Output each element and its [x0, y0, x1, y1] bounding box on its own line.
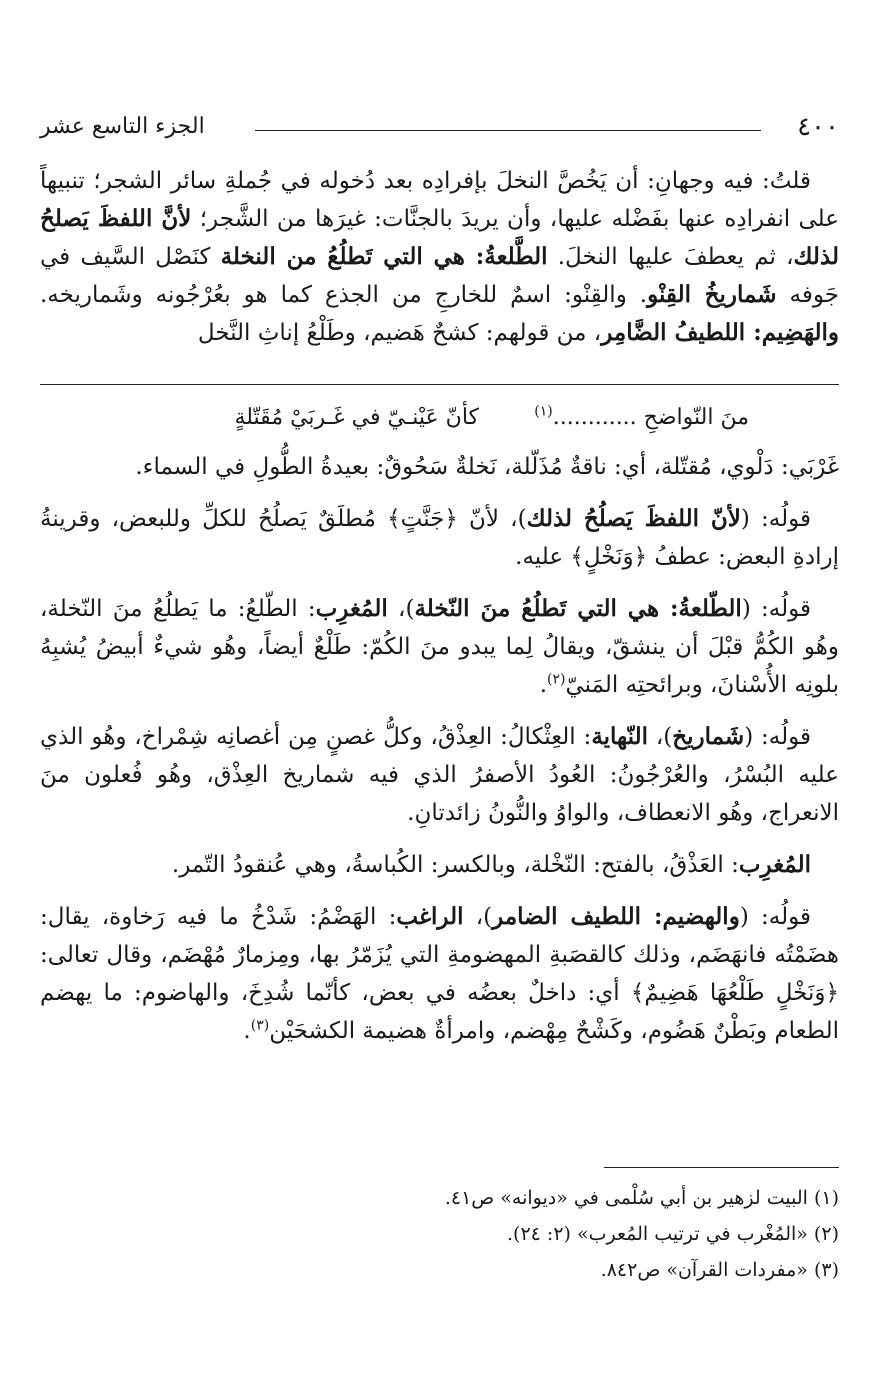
footnote-ref: (١)	[534, 403, 553, 420]
commentary-paragraph: غَرْبَي: دَلْوي، مُقتّلة، أي: ناقةٌ مُذَلّلة، نَخلةٌ سَحُوقٌ: بعيدةُ الطُّولِ في السماء.	[135, 454, 839, 480]
page-header	[40, 110, 839, 144]
text-run: قولُه: (	[739, 904, 811, 930]
verse-hemistich-2	[534, 398, 749, 438]
commentary-text	[40, 448, 839, 1064]
text-run: )، لأنّ ﴿جَنَّتٍ﴾ مُطلَقٌ يَصلُحُ للكلِّ وللبعض، وقرينةُ إرادةِ البعض: عطفُ ﴿وَنَخْلٍ﴾ عليه.	[40, 506, 839, 570]
bold-run: لأنّ اللفظَ يَصلُحُ لذلك	[526, 505, 741, 532]
text-run: : العِثْكالُ: العِذْقُ، وكلُّ غصنٍ مِن أغصانِه شِمْراخ، وهُو الذي عليه البُسْرُ، والعُرْجُونُ: العُودُ الأصفرُ الذي فيه شماريخ العِذْق، وهُو فُعلون منَ الانعراج، وهُو الانعطاف، والواوُ والنُّونُ زائدتانِ.	[40, 724, 839, 826]
bold-run: الطَّلعةُ: هي التي تَطلُعُ من النخلة	[220, 243, 548, 270]
main-text	[40, 162, 839, 352]
main-paragraph	[40, 162, 839, 352]
text-run: قولُه: (	[741, 596, 811, 622]
text-run: .	[539, 672, 547, 698]
verse-hemistich-1: كأنّ عَيْنـيّ في غَـربَيْ مُقَتّلةٍ	[234, 405, 479, 430]
bold-run: شَماريخُ القِنْو	[647, 281, 777, 308]
text-run: ، من قولهم: كشحٌ هَضيم، وطَلْعُ إناثِ النَّخل	[197, 320, 602, 346]
commentary-paragraph	[40, 846, 839, 884]
text-run: : العَذْقُ، بالفتح: النّخْلة، وبالكسر: الكُباسةُ، وهي عُنقودُ التّمر.	[171, 852, 739, 878]
text-run: منَ النّواضحِ ............	[552, 405, 749, 430]
footnote: (٣) «مفردات القرآن» ص٨٤٢.	[600, 1259, 839, 1281]
book-page	[40, 0, 839, 1395]
text-run: .	[243, 1018, 251, 1044]
page-number: ٤٠٠	[797, 112, 839, 142]
header-rule	[255, 130, 761, 131]
text-run: )،	[387, 596, 415, 622]
footnotes	[40, 1180, 839, 1288]
text-run: )،	[648, 724, 673, 750]
footnote-ref: (٣)	[250, 1017, 270, 1034]
text-run: : الهَضْمُ: شَدْخُ ما فيه رَخاوة، يقال: هضَمْتُه فانهَضَم، وذلك كالقصَبةِ المهضومةِ التي يُزَمّرُ بها، ومِزمارٌ مُهْضَم، وقال تعالى: ﴿وَنَخْلٍ طَلْعُهَا هَضِيمٌ﴾ أي: داخلٌ بعضُه في بعض، كأنّما شُدِخَ، والهاضوم: ما يهضم الطعام وبَطْنٌ هَضُوم، وكَشْحٌ مِهْضم، وامرأةٌ هضيمة الكشحَيْن	[40, 904, 839, 1044]
poetry-verse	[40, 398, 839, 438]
text-run: . والقِنْو: اسمٌ للخارجِ من الجذع كما هو بعُرْجُونه وشَماريخه.	[40, 282, 648, 308]
bold-run: النّهاية	[591, 723, 648, 750]
footnote: (١) البيت لزهير بن أبي سُلْمى في «ديوانه» ص٤١.	[444, 1187, 839, 1209]
text-run: قلتُ: فيه وجهانِ: أن يَخُصَّ النخلَ بإفرادِه بعد دُخوله في جُملةِ سائر الشجر؛ تنبيهاً على انفرادِه عنها بفَضْله عليها، وأن يريدَ بالجنَّات: غيرَها من الشَّجر؛	[40, 168, 839, 232]
commentary-paragraph	[40, 898, 839, 1050]
bold-run: والهَضِيم: اللطيفُ الضَّامِر	[601, 319, 839, 346]
text-run: : الطّلعُ: ما يَطلُعُ منَ النّخلة، وهُو الكُمُّ قبْلَ أن ينشقّ، ويقالُ لِما يبدو منَ الكُمّ: طَلْعٌ أيضاً، وهُو شيءٌ أبيضُ يُشبِهُ بلونِه الأُسْنانَ، وبرائحتِه المَنيّ	[40, 596, 839, 698]
text-run: )،	[463, 904, 493, 930]
commentary-paragraph	[40, 718, 839, 832]
text-run: قولُه: (	[744, 724, 811, 750]
bold-run: والهضيم: اللطيف الضامر	[492, 903, 740, 930]
bold-run: المُغرِب	[315, 595, 388, 622]
commentary-paragraph	[40, 500, 839, 576]
text-run: قولُه: (	[740, 506, 812, 532]
footnote-ref: (٢)	[547, 671, 566, 688]
text-run: كنَصْل السَّيف في جَوفه	[40, 244, 839, 308]
bold-run: شَماريخ	[672, 723, 745, 750]
footnote-rule	[604, 1167, 839, 1168]
bold-run: الطّلعةُ: هي التي تَطلُعُ منَ النّخلة	[414, 595, 742, 622]
bold-run: المُغرِب	[738, 851, 811, 878]
commentary-paragraph	[40, 590, 839, 704]
text-run: ، ثم يعطفَ عليها النخلَ.	[547, 244, 794, 270]
bold-run: الراغب	[396, 903, 464, 930]
bold-run: لأنَّ اللفظَ يَصلحُ لذلك	[40, 205, 839, 270]
footnote: (٢) «المُغْرب في ترتيب المُعرب» (٢: ٢٤).	[506, 1223, 839, 1245]
part-title: الجزء التاسع عشر	[40, 114, 205, 139]
main-text-rule	[40, 384, 839, 385]
